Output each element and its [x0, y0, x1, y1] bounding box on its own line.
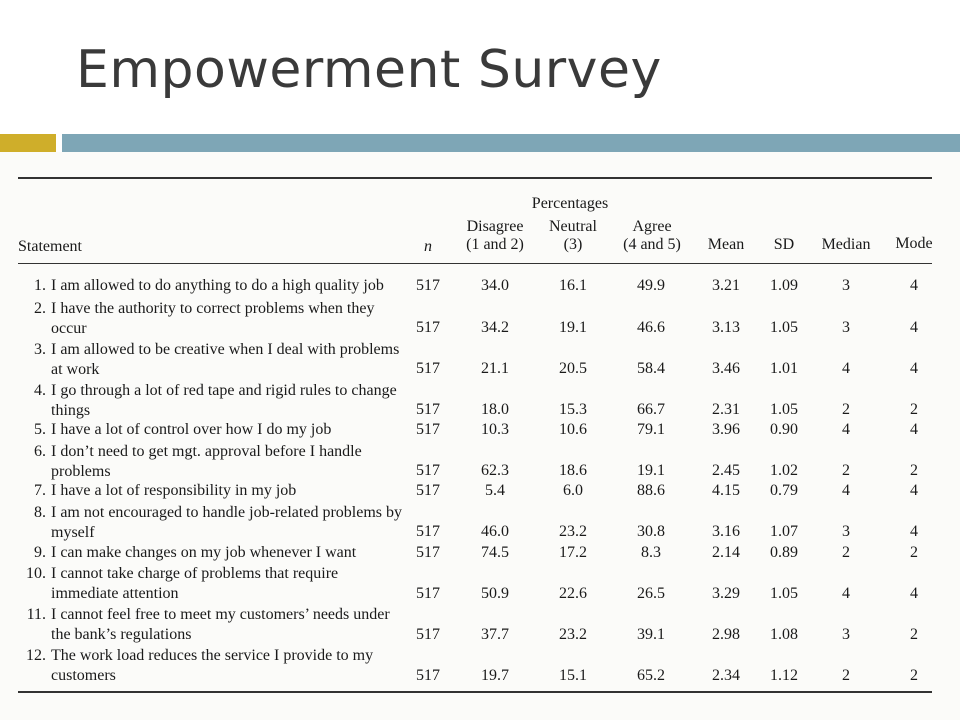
n-cell: 517 — [416, 401, 440, 418]
median-cell: 4 — [842, 482, 850, 499]
mean-cell: 3.13 — [712, 319, 740, 336]
statement-number: 8. — [34, 504, 46, 521]
mean-cell: 3.96 — [712, 421, 740, 438]
statement-text: I cannot feel free to meet my customers’ needs under — [51, 606, 390, 623]
neutral-cell: 22.6 — [559, 585, 587, 602]
statement-text-cont: myself — [51, 524, 95, 541]
statement-header: Statement — [18, 238, 82, 255]
median-cell: 3 — [842, 319, 850, 336]
n-cell: 517 — [416, 667, 440, 684]
median-cell: 2 — [842, 667, 850, 684]
statement-cell — [22, 543, 402, 563]
sd-cell: 0.79 — [770, 482, 798, 499]
n-cell: 517 — [416, 421, 440, 438]
statement-number: 12. — [26, 647, 46, 664]
table-bottom-rule — [18, 691, 932, 693]
neutral-cell: 20.5 — [559, 360, 587, 377]
median-cell: 2 — [842, 401, 850, 418]
agree-cell: 30.8 — [637, 523, 665, 540]
mode-header: Mode — [895, 235, 933, 252]
statement-number: 9. — [34, 544, 46, 561]
n-cell: 517 — [416, 319, 440, 336]
agree-header — [614, 218, 690, 254]
sd-cell: 1.05 — [770, 585, 798, 602]
neutral-cell: 23.2 — [559, 626, 587, 643]
agree-cell: 79.1 — [637, 421, 665, 438]
disagree-cell: 34.0 — [481, 277, 509, 294]
agree-cell: 88.6 — [637, 482, 665, 499]
disagree-cell: 34.2 — [481, 319, 509, 336]
statement-number: 4. — [34, 382, 46, 399]
n-cell: 517 — [416, 360, 440, 377]
neutral-cell: 23.2 — [559, 523, 587, 540]
percentages-header: Percentages — [531, 195, 609, 212]
mode-cell: 2 — [910, 544, 918, 561]
mode-cell: 4 — [910, 421, 918, 438]
statement-text: I go through a lot of red tape and rigid rules to change — [51, 382, 397, 399]
mean-cell: 2.45 — [712, 462, 740, 479]
agree-header-line2: (4 and 5) — [623, 236, 681, 253]
table-header-rule — [18, 263, 932, 264]
mean-cell: 4.15 — [712, 482, 740, 499]
statement-number: 6. — [34, 443, 46, 460]
median-cell: 2 — [842, 462, 850, 479]
median-header: Median — [821, 236, 871, 253]
median-cell: 3 — [842, 626, 850, 643]
statement-cell — [22, 503, 402, 543]
table-top-rule — [18, 177, 932, 179]
statement-cell — [22, 442, 402, 482]
mean-cell: 2.14 — [712, 544, 740, 561]
mean-cell: 3.29 — [712, 585, 740, 602]
agree-header-line1: Agree — [632, 218, 672, 235]
mean-cell: 2.98 — [712, 626, 740, 643]
disagree-header-line1: Disagree — [466, 218, 524, 235]
median-cell: 3 — [842, 523, 850, 540]
sd-cell: 1.02 — [770, 462, 798, 479]
median-cell: 3 — [842, 277, 850, 294]
mode-cell: 4 — [910, 277, 918, 294]
statement-cell — [22, 605, 402, 645]
agree-cell: 46.6 — [637, 319, 665, 336]
sd-cell: 1.08 — [770, 626, 798, 643]
statement-text-cont: problems — [51, 463, 111, 480]
disagree-cell: 46.0 — [481, 523, 509, 540]
statement-text: I don’t need to get mgt. approval before I handle — [51, 443, 362, 460]
median-cell: 4 — [842, 360, 850, 377]
accent-bar-gold — [0, 134, 56, 152]
statement-cell — [22, 340, 402, 380]
statement-text-cont: occur — [51, 320, 87, 337]
mode-cell: 4 — [910, 482, 918, 499]
disagree-cell: 5.4 — [485, 482, 505, 499]
statement-text-cont: customers — [51, 667, 116, 684]
statement-text-cont: the bank’s regulations — [51, 626, 192, 643]
mode-cell: 2 — [910, 462, 918, 479]
statement-text: The work load reduces the service I provide to my — [51, 647, 374, 664]
mean-cell: 3.16 — [712, 523, 740, 540]
disagree-cell: 10.3 — [481, 421, 509, 438]
disagree-cell: 21.1 — [481, 360, 509, 377]
n-cell: 517 — [416, 277, 440, 294]
neutral-cell: 16.1 — [559, 277, 587, 294]
statement-text: I am allowed to be creative when I deal with problems — [51, 341, 400, 358]
n-cell: 517 — [416, 462, 440, 479]
mode-cell: 2 — [910, 667, 918, 684]
sd-cell: 1.12 — [770, 667, 798, 684]
neutral-cell: 19.1 — [559, 319, 587, 336]
mean-cell: 2.31 — [712, 401, 740, 418]
statement-cell — [22, 381, 402, 421]
agree-cell: 65.2 — [637, 667, 665, 684]
disagree-cell: 19.7 — [481, 667, 509, 684]
sd-cell: 0.89 — [770, 544, 798, 561]
neutral-header — [538, 218, 608, 254]
statement-number: 10. — [26, 565, 46, 582]
agree-cell: 49.9 — [637, 277, 665, 294]
n-cell: 517 — [416, 482, 440, 499]
statement-number: 1. — [34, 277, 46, 294]
statement-text: I am not encouraged to handle job-related problems by — [51, 504, 402, 521]
statement-cell — [22, 299, 402, 339]
mode-cell: 2 — [910, 401, 918, 418]
neutral-cell: 17.2 — [559, 544, 587, 561]
slide-title: Empowerment Survey — [76, 40, 662, 100]
sd-cell: 1.07 — [770, 523, 798, 540]
statement-cell — [22, 646, 402, 686]
neutral-cell: 15.1 — [559, 667, 587, 684]
sd-cell: 1.09 — [770, 277, 798, 294]
sd-cell: 1.05 — [770, 319, 798, 336]
statement-number: 7. — [34, 482, 46, 499]
statement-text: I can make changes on my job whenever I want — [51, 544, 357, 561]
agree-cell: 66.7 — [637, 401, 665, 418]
statement-cell — [22, 420, 402, 440]
accent-bar-blue — [62, 134, 960, 152]
statement-text-cont: immediate attention — [51, 585, 179, 602]
statement-cell — [22, 276, 402, 296]
sd-cell: 0.90 — [770, 421, 798, 438]
median-cell: 4 — [842, 585, 850, 602]
mode-cell: 4 — [910, 585, 918, 602]
agree-cell: 39.1 — [637, 626, 665, 643]
statement-text: I am allowed to do anything to do a high quality job — [51, 277, 384, 294]
neutral-cell: 6.0 — [563, 482, 583, 499]
disagree-cell: 18.0 — [481, 401, 509, 418]
disagree-cell: 37.7 — [481, 626, 509, 643]
disagree-cell: 74.5 — [481, 544, 509, 561]
neutral-header-line1: Neutral — [549, 218, 597, 235]
mean-header: Mean — [707, 236, 745, 253]
agree-cell: 19.1 — [637, 462, 665, 479]
statement-number: 5. — [34, 421, 46, 438]
statement-text: I have a lot of responsibility in my job — [51, 482, 297, 499]
sd-cell: 1.01 — [770, 360, 798, 377]
neutral-cell: 18.6 — [559, 462, 587, 479]
neutral-cell: 15.3 — [559, 401, 587, 418]
mode-cell: 4 — [910, 319, 918, 336]
statement-number: 2. — [34, 300, 46, 317]
mode-cell: 2 — [910, 626, 918, 643]
statement-text: I cannot take charge of problems that require — [51, 565, 339, 582]
statement-cell — [22, 564, 402, 604]
disagree-cell: 62.3 — [481, 462, 509, 479]
median-cell: 2 — [842, 544, 850, 561]
mean-cell: 3.21 — [712, 277, 740, 294]
median-cell: 4 — [842, 421, 850, 438]
n-header: n — [424, 238, 432, 255]
disagree-cell: 50.9 — [481, 585, 509, 602]
neutral-header-line2: (3) — [563, 236, 583, 253]
statement-text-cont: things — [51, 402, 91, 419]
statement-cell — [22, 481, 402, 501]
statement-text-cont: at work — [51, 361, 100, 378]
n-cell: 517 — [416, 626, 440, 643]
agree-cell: 58.4 — [637, 360, 665, 377]
statement-number: 3. — [34, 341, 46, 358]
mean-cell: 2.34 — [712, 667, 740, 684]
mode-cell: 4 — [910, 523, 918, 540]
disagree-header — [458, 218, 532, 254]
mode-cell: 4 — [910, 360, 918, 377]
n-cell: 517 — [416, 585, 440, 602]
neutral-cell: 10.6 — [559, 421, 587, 438]
disagree-header-line2: (1 and 2) — [466, 236, 524, 253]
statement-number: 11. — [26, 606, 46, 623]
n-cell: 517 — [416, 544, 440, 561]
statement-text: I have a lot of control over how I do my job — [51, 421, 332, 438]
agree-cell: 26.5 — [637, 585, 665, 602]
n-cell: 517 — [416, 523, 440, 540]
agree-cell: 8.3 — [641, 544, 661, 561]
sd-cell: 1.05 — [770, 401, 798, 418]
statement-text: I have the authority to correct problems when they — [51, 300, 375, 317]
sd-header: SD — [773, 236, 795, 253]
mean-cell: 3.46 — [712, 360, 740, 377]
